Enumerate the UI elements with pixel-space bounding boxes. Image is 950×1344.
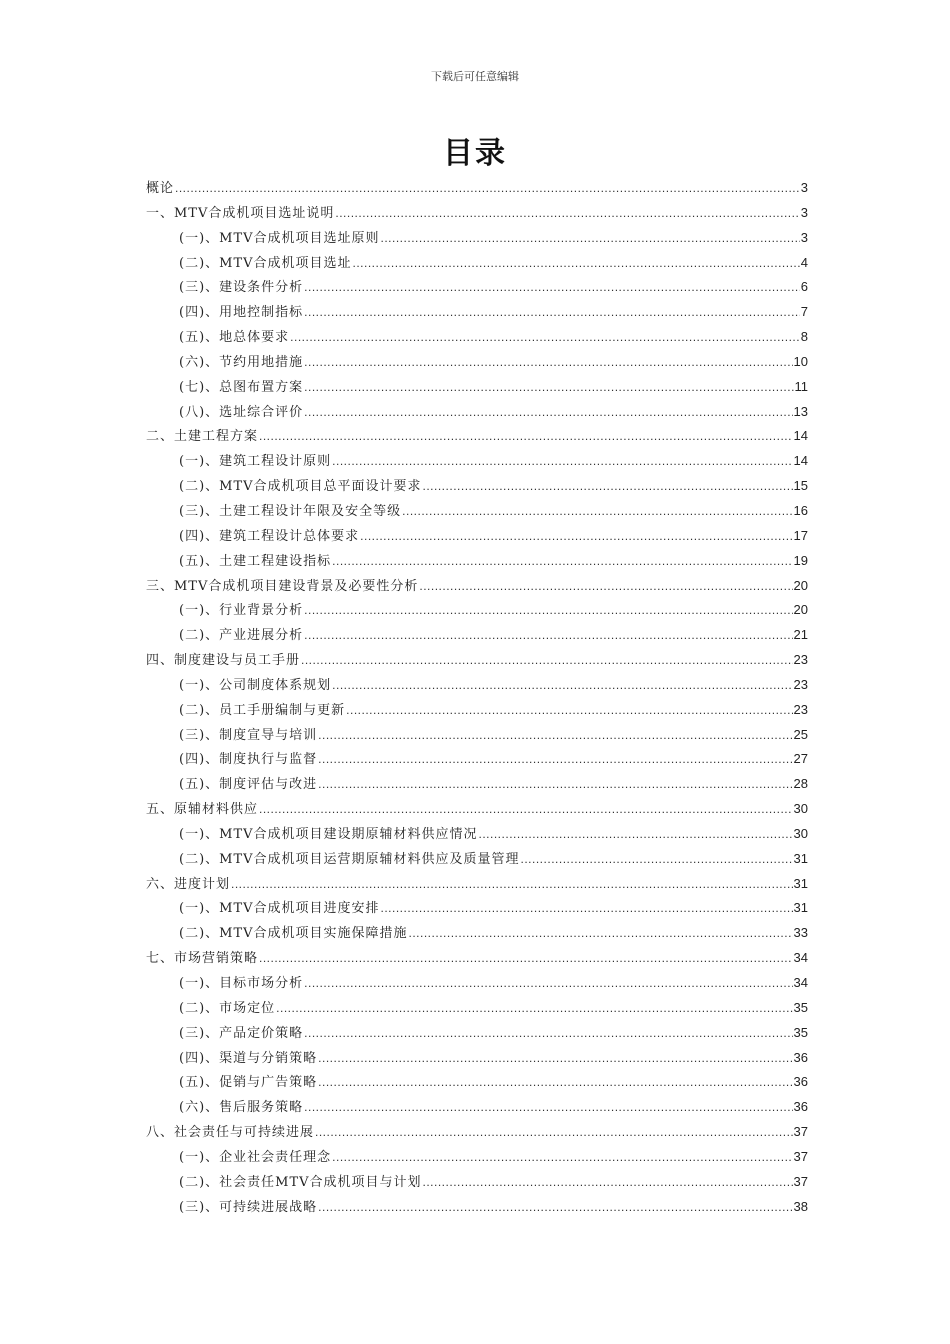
toc-entry[interactable]	[146, 524, 808, 549]
toc-entry-label: (二)、MTV合成机项目实施保障措施	[179, 926, 408, 942]
toc-entry-label: 概论	[146, 181, 175, 196]
toc-entry[interactable]	[146, 251, 808, 276]
toc-entry-label: (八)、选址综合评价	[179, 404, 304, 420]
toc-entry-label: (一)、MTV合成机项目进度安排	[179, 901, 380, 917]
toc-entry-label: (四)、用地控制指标	[179, 305, 304, 321]
toc-entry[interactable]	[146, 673, 808, 698]
toc-entry[interactable]	[146, 1046, 808, 1071]
toc-entry-page-number: 30	[793, 825, 808, 841]
toc-dot-leader	[304, 400, 792, 425]
toc-entry[interactable]	[146, 723, 808, 748]
toc-entry[interactable]	[146, 400, 808, 425]
toc-dot-leader	[332, 549, 792, 574]
toc-entry-page-number: 36	[793, 1049, 808, 1065]
toc-entry-page-number: 3	[800, 180, 808, 195]
toc-entry[interactable]	[146, 226, 808, 251]
toc-entry-label: (一)、MTV合成机项目选址原则	[179, 230, 380, 246]
toc-dot-leader	[423, 474, 793, 499]
toc-entry-page-number: 10	[793, 353, 808, 369]
toc-entry[interactable]	[146, 549, 808, 574]
toc-entry-page-number: 27	[793, 751, 808, 767]
toc-entry-label: 三、MTV合成机项目建设背景及必要性分析	[146, 578, 419, 594]
toc-entry-page-number: 6	[800, 279, 808, 295]
toc-entry-label: (五)、土建工程建设指标	[179, 553, 332, 569]
toc-entry-label: (三)、制度宣导与培训	[179, 727, 318, 743]
toc-dot-leader	[304, 350, 792, 375]
toc-dot-leader	[259, 797, 793, 822]
toc-entry-label: (三)、产品定价策略	[179, 1025, 304, 1041]
toc-entry-page-number: 35	[793, 1024, 808, 1040]
toc-entry-page-number: 8	[800, 329, 808, 345]
toc-entry-label: (六)、节约用地措施	[179, 354, 304, 370]
toc-entry[interactable]	[146, 772, 808, 797]
toc-entry[interactable]	[146, 747, 808, 772]
toc-dot-leader	[381, 896, 793, 921]
toc-entry-page-number: 13	[793, 403, 808, 419]
toc-dot-leader	[419, 574, 792, 599]
toc-entry[interactable]	[146, 1120, 808, 1145]
toc-dot-leader	[318, 1070, 792, 1095]
toc-entry-page-number: 25	[793, 726, 808, 742]
toc-dot-leader	[315, 1120, 793, 1145]
toc-dot-leader	[409, 921, 793, 946]
toc-dot-leader	[304, 1095, 792, 1120]
toc-entry-page-number: 23	[793, 652, 808, 668]
toc-dot-leader	[304, 375, 793, 400]
toc-entry[interactable]	[146, 921, 808, 946]
toc-entry-page-number: 4	[800, 254, 808, 270]
toc-entry[interactable]	[146, 996, 808, 1021]
toc-entry-label: 五、原辅材料供应	[146, 802, 259, 818]
toc-dot-leader	[304, 971, 792, 996]
toc-entry-page-number: 36	[793, 1074, 808, 1090]
toc-entry-label: (五)、制度评估与改进	[179, 777, 318, 793]
toc-entry-label: (二)、社会责任MTV合成机项目与计划	[179, 1174, 422, 1190]
toc-entry-page-number: 23	[793, 676, 808, 692]
toc-dot-leader	[318, 747, 792, 772]
toc-entry-label: (三)、土建工程设计年限及安全等级	[179, 503, 402, 519]
toc-entry[interactable]	[146, 623, 808, 648]
toc-entry-label: (三)、可持续进展战略	[179, 1199, 318, 1215]
toc-dot-leader	[346, 698, 792, 723]
toc-entry[interactable]	[146, 847, 808, 872]
toc-dot-leader	[318, 723, 792, 748]
toc-dot-leader	[231, 872, 793, 897]
toc-entry[interactable]	[146, 598, 808, 623]
toc-entry-page-number: 37	[793, 1173, 808, 1189]
toc-entry[interactable]	[146, 449, 808, 474]
toc-dot-leader	[276, 996, 792, 1021]
toc-dot-leader	[318, 772, 792, 797]
toc-entry-label: 一、MTV合成机项目选址说明	[146, 205, 335, 221]
toc-entry-page-number: 11	[794, 378, 808, 394]
page-title: 目录	[443, 136, 507, 171]
toc-entry[interactable]	[146, 350, 808, 375]
toc-entry-label: (一)、企业社会责任理念	[179, 1149, 332, 1165]
toc-dot-leader	[332, 673, 792, 698]
toc-dot-leader	[353, 251, 800, 276]
toc-entry-page-number: 38	[793, 1198, 808, 1214]
toc-entry-page-number: 28	[793, 776, 808, 792]
toc-entry[interactable]	[146, 424, 808, 449]
toc-entry-page-number: 14	[793, 428, 808, 444]
toc-entry[interactable]	[146, 574, 808, 599]
toc-entry-label: (二)、产业进展分析	[179, 628, 304, 644]
toc-entry[interactable]	[146, 375, 808, 400]
toc-dot-leader	[304, 275, 800, 300]
toc-entry-label: (三)、建设条件分析	[179, 280, 304, 296]
toc-entry[interactable]	[146, 201, 808, 226]
toc-entry-label: (四)、渠道与分销策略	[179, 1050, 318, 1066]
toc-entry-page-number: 17	[793, 527, 808, 543]
toc-entry-label: 六、进度计划	[146, 876, 231, 892]
toc-entry-label: (四)、建筑工程设计总体要求	[179, 528, 360, 544]
toc-entry[interactable]	[146, 1145, 808, 1170]
toc-dot-leader	[335, 201, 799, 226]
toc-entry[interactable]	[146, 896, 808, 921]
toc-dot-leader	[259, 424, 793, 449]
toc-entry-page-number: 19	[793, 552, 808, 568]
toc-entry-label: (七)、总图布置方案	[179, 379, 304, 395]
toc-entry[interactable]	[146, 176, 808, 201]
toc-entry-label: (四)、制度执行与监督	[179, 752, 318, 768]
toc-entry-page-number: 31	[793, 850, 808, 866]
toc-entry[interactable]	[146, 300, 808, 325]
toc-entry[interactable]	[146, 797, 808, 822]
toc-entry-label: (二)、员工手册编制与更新	[179, 702, 346, 718]
toc-entry-label: (二)、MTV合成机项目选址	[179, 255, 352, 271]
toc-entry[interactable]	[146, 499, 808, 524]
toc-entry-label: 七、市场营销策略	[146, 951, 259, 967]
toc-entry-label: (二)、MTV合成机项目总平面设计要求	[179, 479, 422, 495]
toc-entry-label: 四、制度建设与员工手册	[146, 653, 301, 669]
toc-entry-page-number: 37	[793, 1148, 808, 1164]
toc-dot-leader	[259, 946, 793, 971]
toc-dot-leader	[381, 226, 800, 251]
toc-entry[interactable]	[146, 1021, 808, 1046]
toc-dot-leader	[304, 300, 800, 325]
toc-entry-page-number: 31	[793, 875, 808, 891]
toc-entry-label: (一)、MTV合成机项目建设期原辅材料供应情况	[179, 826, 478, 842]
toc-entry-page-number: 34	[793, 950, 808, 966]
toc-entry-page-number: 23	[793, 701, 808, 717]
header-note: 下载后可任意编辑	[431, 70, 519, 83]
toc-entry[interactable]	[146, 648, 808, 673]
toc-dot-leader	[318, 1046, 792, 1071]
toc-dot-leader	[360, 524, 792, 549]
toc-entry-page-number: 21	[793, 627, 808, 643]
toc-entry-page-number: 34	[793, 975, 808, 990]
toc-entry-label: (五)、促销与广告策略	[179, 1075, 318, 1091]
toc-entry[interactable]	[146, 474, 808, 499]
toc-entry[interactable]	[146, 872, 808, 897]
toc-entry[interactable]	[146, 1195, 808, 1220]
toc-entry[interactable]	[146, 1170, 808, 1195]
toc-entry-label: (一)、公司制度体系规划	[179, 677, 332, 693]
toc-entry[interactable]	[146, 946, 808, 971]
toc-dot-leader	[304, 1021, 792, 1046]
toc-entry-page-number: 20	[793, 602, 808, 618]
toc-dot-leader	[318, 1195, 792, 1220]
toc-entry[interactable]	[146, 822, 808, 847]
toc-entry-label: 二、土建工程方案	[146, 429, 259, 445]
toc-dot-leader	[301, 648, 793, 673]
toc-dot-leader	[290, 325, 800, 350]
toc-dot-leader	[175, 176, 800, 201]
toc-entry[interactable]	[146, 971, 808, 996]
toc-entry[interactable]	[146, 1070, 808, 1095]
toc-entry-page-number: 16	[793, 502, 808, 518]
toc-dot-leader	[521, 847, 793, 872]
toc-entry-label: 八、社会责任与可持续进展	[146, 1125, 315, 1141]
toc-entry-page-number: 7	[800, 304, 808, 320]
toc-dot-leader	[423, 1170, 793, 1195]
toc-entry-label: (二)、MTV合成机项目运营期原辅材料供应及质量管理	[179, 851, 520, 867]
toc-entry-label: (一)、行业背景分析	[179, 603, 304, 619]
toc-entry-page-number: 3	[800, 204, 808, 220]
toc-entry-label: (二)、市场定位	[179, 1000, 276, 1016]
toc-entry-page-number: 15	[793, 478, 808, 494]
toc-entry-page-number: 33	[793, 925, 808, 941]
toc-dot-leader	[304, 623, 792, 648]
toc-entry-label: (一)、目标市场分析	[179, 976, 304, 991]
toc-entry-page-number: 20	[793, 577, 808, 593]
toc-entry[interactable]	[146, 275, 808, 300]
toc-dot-leader	[304, 598, 792, 623]
toc-entry-label: (一)、建筑工程设计原则	[179, 454, 332, 470]
toc-entry[interactable]	[146, 698, 808, 723]
toc-entry[interactable]	[146, 1095, 808, 1120]
toc-entry-page-number: 14	[793, 453, 808, 469]
toc-entry-page-number: 31	[793, 900, 808, 916]
toc-entry[interactable]	[146, 325, 808, 350]
toc-dot-leader	[479, 822, 793, 847]
toc-entry-page-number: 30	[793, 801, 808, 817]
toc-entry-label: (六)、售后服务策略	[179, 1100, 304, 1116]
table-of-contents	[146, 176, 808, 1219]
toc-entry-page-number: 36	[793, 1099, 808, 1115]
toc-entry-page-number: 35	[793, 999, 808, 1015]
toc-dot-leader	[332, 1145, 792, 1170]
toc-entry-page-number: 3	[800, 229, 808, 245]
toc-dot-leader	[402, 499, 792, 524]
toc-entry-page-number: 37	[793, 1124, 808, 1140]
toc-dot-leader	[332, 449, 792, 474]
toc-entry-label: (五)、地总体要求	[179, 330, 290, 346]
